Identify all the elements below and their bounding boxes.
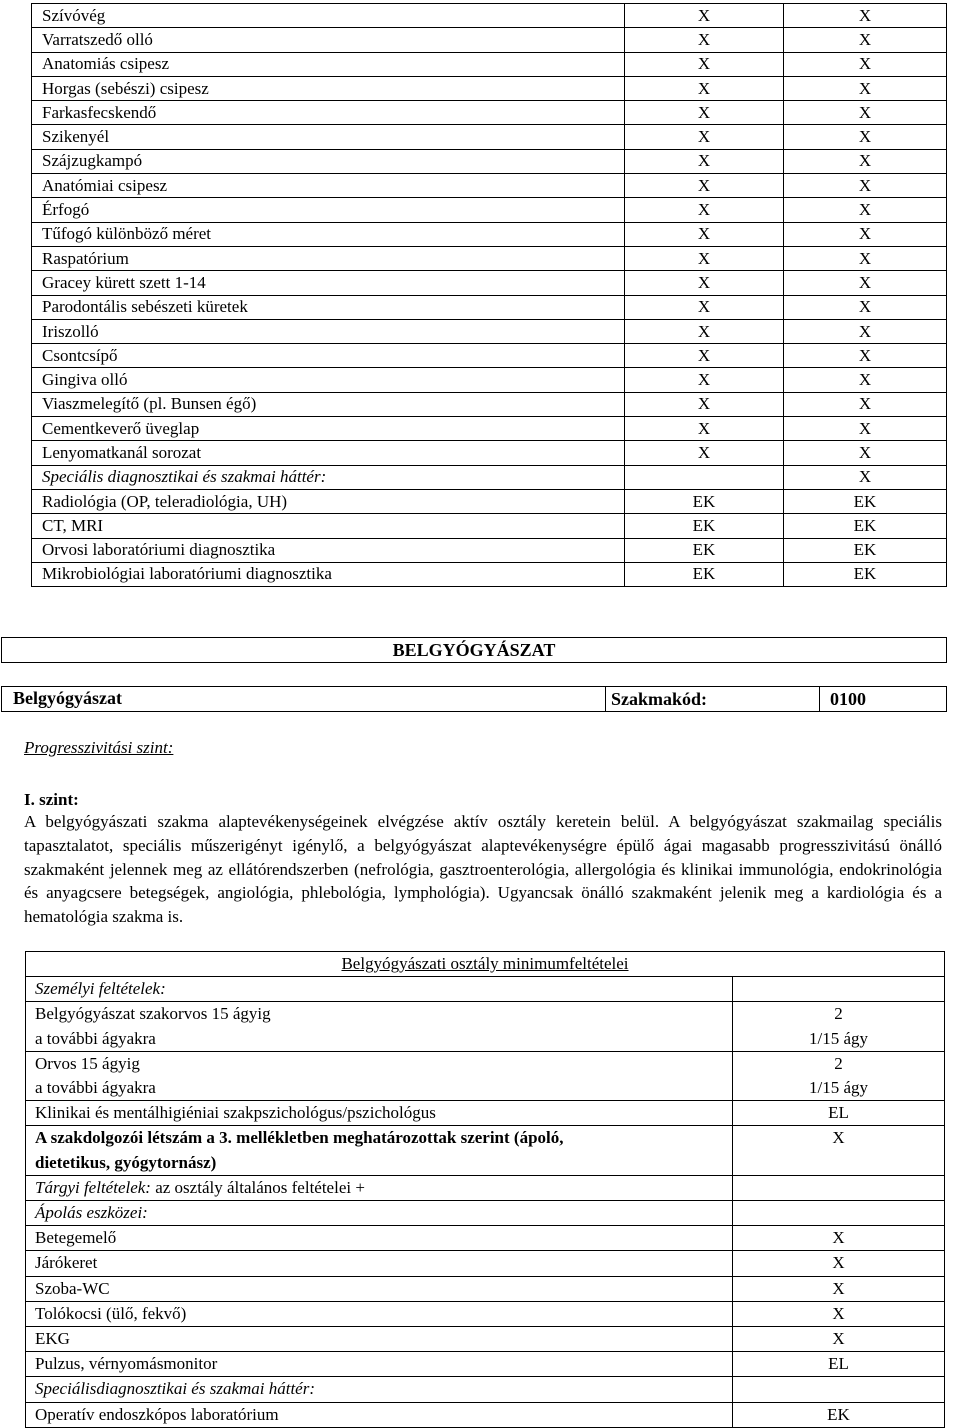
equipment-name: Iriszolló	[32, 319, 625, 343]
equipment-value-b: X	[784, 52, 947, 76]
equipment-value-b: X	[784, 465, 947, 489]
equipment-value-a: X	[625, 28, 784, 52]
psych-val: EL	[733, 1101, 945, 1126]
equipment-name: Tűfogó különböző méret	[32, 222, 625, 246]
equipment-value-a: X	[625, 295, 784, 319]
table-row	[32, 174, 947, 198]
equipment-value-a: X	[625, 76, 784, 100]
equipment-name: Szikenyél	[32, 125, 625, 149]
equipment-value-a: X	[625, 52, 784, 76]
table-row	[26, 1226, 945, 1251]
equipment-value-a: X	[625, 149, 784, 173]
doctor-val1: 2	[834, 1053, 843, 1073]
equipment-value-b: X	[784, 222, 947, 246]
care-item-value: X	[733, 1226, 945, 1251]
table-row	[32, 222, 947, 246]
equipment-value-b: X	[784, 271, 947, 295]
equipment-value-b: X	[784, 441, 947, 465]
equipment-value-b: EK	[784, 489, 947, 513]
care-item-name: EKG	[26, 1327, 733, 1352]
doctor-row	[26, 1051, 733, 1100]
care-item-value: X	[733, 1301, 945, 1326]
equipment-value-a: X	[625, 271, 784, 295]
specialty-name: Belgyógyászat	[13, 688, 122, 708]
table-row	[32, 28, 947, 52]
equipment-value-a: EK	[625, 538, 784, 562]
specialist-line1: Belgyógyászat szakorvos 15 ágyig	[35, 1004, 271, 1024]
table-row	[32, 101, 947, 125]
equipment-value-a: X	[625, 368, 784, 392]
care-item-name: Pulzus, vérnyomásmonitor	[26, 1352, 733, 1377]
table-row	[32, 344, 947, 368]
equipment-value-a: X	[625, 392, 784, 416]
table-row	[32, 52, 947, 76]
equipment-name: Parodontális sebészeti küretek	[32, 295, 625, 319]
care-item-name: Szoba-WC	[26, 1276, 733, 1301]
table-row	[32, 392, 947, 416]
equipment-name: Horgas (sebészi) csipesz	[32, 76, 625, 100]
table-row	[32, 295, 947, 319]
table-row	[26, 1251, 945, 1276]
material-label: Tárgyi feltételek:	[35, 1177, 151, 1197]
table-row	[26, 1327, 945, 1352]
table-row	[32, 4, 947, 28]
staff-val: X	[733, 1126, 945, 1175]
code-value: 0100	[819, 687, 866, 711]
equipment-value-a: X	[625, 246, 784, 270]
equipment-name: Cementkeverő üveglap	[32, 417, 625, 441]
specialist-row	[26, 1002, 733, 1051]
level-label: I. szint:	[24, 790, 79, 809]
table-row	[26, 1301, 945, 1326]
equipment-value-b: X	[784, 149, 947, 173]
table-title: Belgyógyászati osztály minimumfeltételei	[26, 952, 945, 977]
equipment-value-a: X	[625, 198, 784, 222]
equipment-value-a: X	[625, 441, 784, 465]
equipment-value-b: X	[784, 344, 947, 368]
specialist-line2: a további ágyakra	[35, 1028, 156, 1048]
staff-row	[26, 1126, 733, 1175]
equipment-name: Gingiva olló	[32, 368, 625, 392]
equipment-value-b: X	[784, 368, 947, 392]
equipment-value-a: EK	[625, 489, 784, 513]
doctor-line2: a további ágyakra	[35, 1078, 156, 1098]
table-row	[32, 489, 947, 513]
equipment-value-a: X	[625, 222, 784, 246]
personal-label: Személyi feltételek:	[26, 977, 733, 1002]
specialist-val2: 1/15 ágy	[808, 1028, 869, 1048]
equipment-value-b: X	[784, 125, 947, 149]
equipment-value-a: EK	[625, 514, 784, 538]
diag-label: Speciálisdiagnosztikai és szakmai háttér:	[26, 1377, 733, 1402]
code-label: Szakmakód:	[605, 687, 707, 711]
doctor-val2: 1/15 ágy	[808, 1078, 869, 1098]
material-rest: az osztály általános feltételei +	[150, 1177, 365, 1197]
equipment-value-b: EK	[784, 514, 947, 538]
care-item-name: Betegemelő	[26, 1226, 733, 1251]
equipment-name: Speciális diagnosztikai és szakmai háttér:	[32, 465, 625, 489]
table-row	[32, 465, 947, 489]
equipment-value-b: X	[784, 76, 947, 100]
specialist-val1: 2	[834, 1004, 843, 1024]
equipment-value-b: X	[784, 28, 947, 52]
table-row	[32, 198, 947, 222]
equipment-name: Gracey kürett szett 1-14	[32, 271, 625, 295]
equipment-value-b: EK	[784, 538, 947, 562]
care-label: Ápolás eszközei:	[26, 1201, 733, 1226]
equipment-value-a: X	[625, 344, 784, 368]
equipment-value-b: X	[784, 246, 947, 270]
equipment-value-b: X	[784, 417, 947, 441]
equipment-name: Radiológia (OP, teleradiológia, UH)	[32, 489, 625, 513]
equipment-name: Érfogó	[32, 198, 625, 222]
doctor-line1: Orvos 15 ágyig	[35, 1053, 140, 1073]
equipment-value-a: X	[625, 125, 784, 149]
minimum-requirements-table	[25, 951, 945, 1428]
table-row	[32, 76, 947, 100]
specialty-code-box	[1, 686, 947, 712]
equipment-value-a: X	[625, 4, 784, 28]
equipment-value-b: X	[784, 101, 947, 125]
equipment-value-b: EK	[784, 562, 947, 586]
material-row	[26, 1175, 733, 1200]
table-row	[32, 149, 947, 173]
equipment-name: Anatomiás csipesz	[32, 52, 625, 76]
table-row	[26, 1352, 945, 1377]
equipment-value-b: X	[784, 198, 947, 222]
equipment-name: Csontcsípő	[32, 344, 625, 368]
table-row	[32, 538, 947, 562]
equipment-name: Raspatórium	[32, 246, 625, 270]
level-description: A belgyógyászati szakma alaptevékenységeinek elvégzése aktív osztály keretein belül. A belgyógyászat szakmailag speciális tapasztalatot, speciális műszerigényt igénylő, a belgyógyászat alaptevékenységre épülő ágai magasabb progresszivitású önálló szakmaként jelennek meg az ellátórendszerben (nefrológia, gasztroenterológia, allergológia és klinikai immunológia, endokrinológia és anyagcsere betegségek, angiológia, phlebológia, lymphológia). Ugyancsak önálló szakmaként jelenik meg a kardiológia és a hematológia szakma is.	[24, 812, 942, 927]
staff-line1: A szakdolgozói létszám a 3. mellékletben meghatározottak szerint (ápoló,	[35, 1128, 564, 1148]
equipment-value-b: X	[784, 295, 947, 319]
table-row	[32, 246, 947, 270]
care-item-value: X	[733, 1251, 945, 1276]
table-row	[32, 319, 947, 343]
care-item-value: X	[733, 1276, 945, 1301]
equipment-table	[31, 3, 947, 587]
table-row	[32, 417, 947, 441]
table-row	[32, 271, 947, 295]
equipment-value-a: X	[625, 101, 784, 125]
table-row	[32, 562, 947, 586]
table-row	[26, 1276, 945, 1301]
equipment-name: Anatómiai csipesz	[32, 174, 625, 198]
equipment-name: Varratszedő olló	[32, 28, 625, 52]
care-item-name: Járókeret	[26, 1251, 733, 1276]
table-row	[32, 125, 947, 149]
table-row	[32, 368, 947, 392]
equipment-value-a: X	[625, 319, 784, 343]
equipment-value-a	[625, 465, 784, 489]
equipment-name: Szívóvég	[32, 4, 625, 28]
equipment-value-b: X	[784, 4, 947, 28]
equipment-name: CT, MRI	[32, 514, 625, 538]
equipment-value-b: X	[784, 319, 947, 343]
equipment-value-a: X	[625, 174, 784, 198]
equipment-name: Lenyomatkanál sorozat	[32, 441, 625, 465]
equipment-value-b: X	[784, 392, 947, 416]
psych-row: Klinikai és mentálhigiéniai szakpszichológus/pszichológus	[26, 1101, 733, 1126]
equipment-name: Orvosi laboratóriumi diagnosztika	[32, 538, 625, 562]
equipment-value-a: EK	[625, 562, 784, 586]
endo-val: EK	[733, 1402, 945, 1427]
equipment-name: Farkasfecskendő	[32, 101, 625, 125]
table-row	[32, 441, 947, 465]
equipment-name: Mikrobiológiai laboratóriumi diagnosztika	[32, 562, 625, 586]
equipment-name: Viaszmelegítő (pl. Bunsen égő)	[32, 392, 625, 416]
equipment-name: Szájzugkampó	[32, 149, 625, 173]
care-item-name: Tolókocsi (ülő, fekvő)	[26, 1301, 733, 1326]
endo-row: Operatív endoszkópos laboratórium	[26, 1402, 733, 1427]
care-item-value: EL	[733, 1352, 945, 1377]
section-title: BELGYÓGYÁSZAT	[1, 637, 947, 663]
care-item-value: X	[733, 1327, 945, 1352]
staff-line2: dietetikus, gyógytornász)	[35, 1152, 217, 1172]
progress-label: Progresszivitási szint:	[24, 738, 174, 757]
equipment-value-b: X	[784, 174, 947, 198]
equipment-value-a: X	[625, 417, 784, 441]
table-row	[32, 514, 947, 538]
